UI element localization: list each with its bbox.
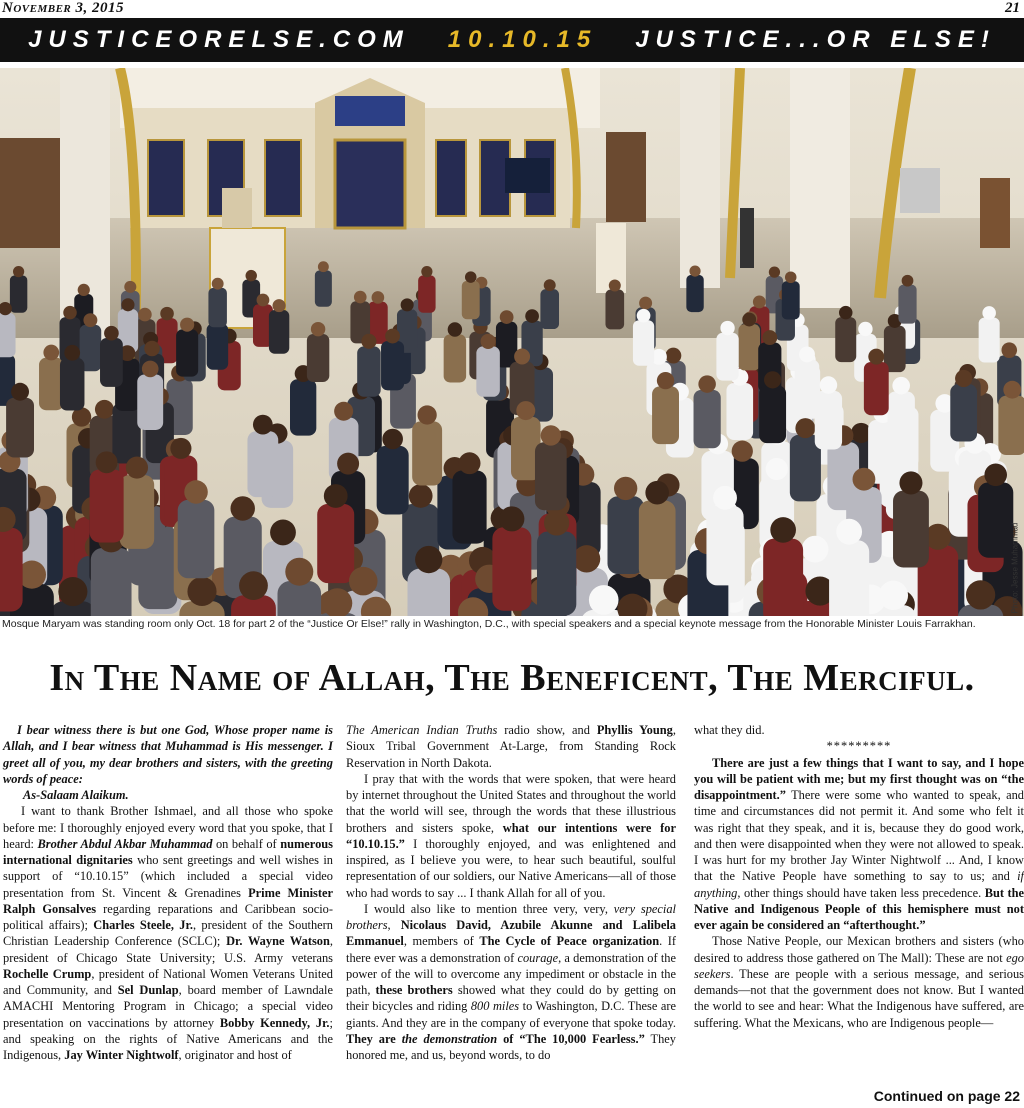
paragraph: I pray that with the words that were spoken, that were heard by internet throughout the United States and throughout the world that the world will see, through the words that these illustrious brothers and sisters spoke, what our intentions were for “10.10.15.” I thoroughly enjoyed, and was enlightened and inspired, as I believe you were, to hear such beautiful, soulful representation of our soldiers, our Native Americans—all of those who had words to say ... I thank Allah for all of you. [346,771,676,900]
issue-date: November 3, 2015 [2,0,124,16]
headline: In The Name of Allah, The Beneficent, The Merciful. [49,657,975,699]
banner-date: 10.10.15 [447,26,598,53]
paragraph: what they did. [694,723,765,737]
article-column-1 [3,722,333,1063]
banner [0,18,1024,62]
continued-link[interactable]: Continued on page 22 [873,1088,1020,1104]
article-column-3 [694,722,1024,1031]
paragraph: There are just a few things that I want to say, and I hope you will be patient with me; but my first thought was on “the disappointment.” There were some who wanted to speak, and time and circumstances did not permit it. And some who felt it was right that they speak, and it is, because they do good work, and then were disappointed when they were not allowed to speak. I was hurt for my brother Jay Winter Nightwolf ... And, I know that the Native People have something to say to us; and if anything, other things should have taken less precedence. But the Native and Indigenous People of this hemisphere must not ever again be considered an “afterthought.” [694,755,1024,932]
photo-credit: Photo: Jesse Muhammad [1010,522,1020,614]
paragraph: I want to thank Brother Ishmael, and all those who spoke before me: I thoroughly enjoyed every word that you spoke, that I heard: Brother Abdul Akbar Muhammad on behalf of numerous international dignitaries who sent greetings and well wishes in support of “10.10.15” (which included a special video presentation from St. Vincent & Grenadines Prime Minister Ralph Gonsalves regarding reparations and Caribbean socio-political affairs); Charles Steele, Jr., president of the Southern Christian Leadership Conference (SCLC); Dr. Wayne Watson, president of Chicago State University; U.S. Army veterans Rochelle Crump, president of National Women Veterans United and Community, and Sel Dunlap, board member of Lawndale AMACHI Mentoring Program in Chicago; a special video presentation on vaccinations by attorney Bobby Kennedy, Jr.; and speaking on the rights of Native Americans and the Indigenous, Jay Winter Nightwolf, originator and host of [3,804,333,1062]
article-column-2 [346,722,676,1063]
banner-slogan: JUSTICE...OR ELSE! [635,26,996,53]
paragraph: I would also like to mention three very, very, very special brothers, Nicolaus David, Azubile Akunne and Lalibela Emmanuel, members of The Cycle of Peace organization. If there ever was a demonstration of courage, a demonstration of the power of the will to overcome any impediment or obstacle in the path, these brothers showed what they could do by getting on their bicycles and riding 800 miles to Washington, D.C. These are giants. And they are in the company of everyone that spoke today. They are the demonstration of “The 10,000 Fearless.” They honored me, and us, beyond words, to do [346,901,676,1062]
paragraph: Those Native People, our Mexican brothers and sisters (who desired to address those gathered on The Mall): These are not ego seekers. These are people with a serious message, and serious demands—not that the government does not know. But I wanted the world to see and hear: What the Indigenous have suffered, are suffering. What the Mexicans, who are Indigenous people— [694,934,1024,1030]
section-divider: ********* [826,739,892,754]
mosque-photo [0,68,1024,616]
page-number: 21 [1005,0,1020,16]
opening-witness: I bear witness there is but one God, Whose proper name is Allah, and I bear witness that Muhammad is His messenger. I greet all of you, my dear brothers and sisters, with the greeting words of peace: [3,723,333,786]
photo-caption: Mosque Maryam was standing room only Oct. 18 for part 2 of the “Justice Or Else!” rally in Washington, D.C., with special speakers and a special keynote message from the Honorable Minister Louis Farrakhan. [2,618,976,630]
banner-website[interactable]: JUSTICEORELSE.COM [28,26,410,53]
paragraph: The American Indian Truths radio show, and Phyllis Young, Sioux Tribal Government At-Large, from Standing Rock Reservation in North Dakota. [346,723,676,770]
greeting: As-Salaam Alaikum. [23,788,129,802]
